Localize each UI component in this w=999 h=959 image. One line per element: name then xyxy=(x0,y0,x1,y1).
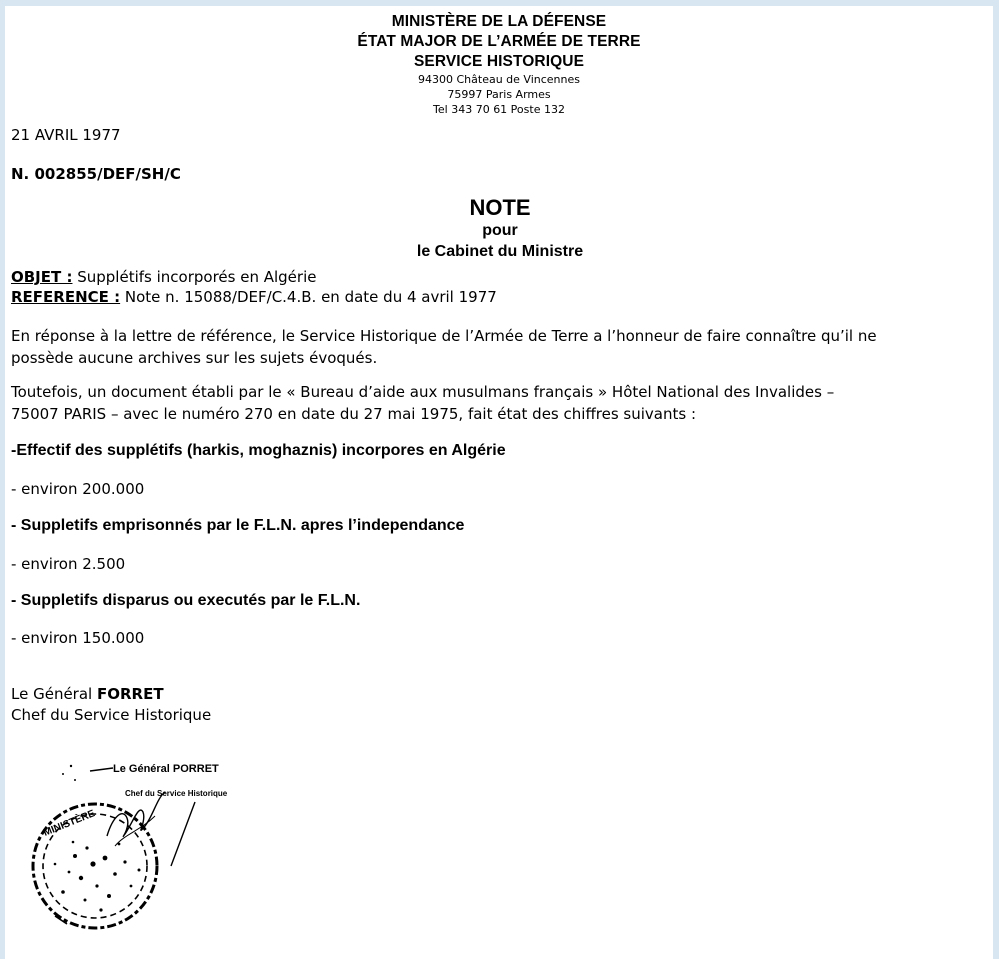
letterhead-service: SERVICE HISTORIQUE xyxy=(413,53,585,70)
letterhead-ministry: MINISTÈRE DE LA DÉFENSE xyxy=(391,13,607,30)
paragraph-response xyxy=(11,325,877,369)
paragraph-response-line-1: En réponse à la lettre de référence, le Service Historique de l’Armée de Terre a l’honneur de faire connaître qu’il ne xyxy=(11,327,877,345)
signature-block xyxy=(11,684,211,726)
official-stamp xyxy=(15,746,275,931)
note-subtitle-recipient: le Cabinet du Ministre xyxy=(416,243,584,260)
figure-value-emprisonnes: - environ 2.500 xyxy=(11,555,126,573)
document-reference-number: N. 002855/DEF/SH/C xyxy=(11,165,181,183)
letterhead-staff: ÉTAT MAJOR DE L’ARMÉE DE TERRE xyxy=(357,33,641,50)
figure-value-disparus: - environ 150.000 xyxy=(11,629,145,647)
figure-heading-disparus: - Suppletifs disparus ou executés par le F.L.N. xyxy=(11,592,361,609)
stamp-text-general: Le Général PORRET xyxy=(113,763,219,775)
title-block xyxy=(5,196,995,262)
letterhead-address-2: 75997 Paris Armes xyxy=(447,88,551,101)
paragraph-document-line-2: 75007 PARIS – avec le numéro 270 en date du 27 mai 1975, fait état des chiffres suivants : xyxy=(11,405,697,423)
document-date: 21 AVRIL 1977 xyxy=(11,126,121,144)
letterhead xyxy=(5,12,993,117)
paragraph-response-line-2: possède aucune archives sur les sujets évoqués. xyxy=(11,349,378,367)
signature-role: Chef du Service Historique xyxy=(11,706,212,724)
objet-line xyxy=(11,267,316,287)
stamp-ring-text: MINISTÈRE xyxy=(42,808,97,839)
figure-heading-emprisonnes: - Suppletifs emprisonnés par le F.L.N. apres l’independance xyxy=(11,517,465,534)
objet-value: Supplétifs incorporés en Algérie xyxy=(72,268,317,286)
note-subtitle-pour: pour xyxy=(482,222,518,239)
figure-heading-effectif: -Effectif des supplétifs (harkis, moghaznis) incorpores en Algérie xyxy=(11,442,506,459)
signature-prefix: Le Général xyxy=(11,685,97,703)
stamp-text-service: Chef du Service Historique xyxy=(125,789,228,798)
objet-label: OBJET : xyxy=(11,268,73,286)
letterhead-address-1: 94300 Château de Vincennes xyxy=(418,73,580,86)
reference-line xyxy=(11,287,497,307)
paragraph-document xyxy=(11,381,834,425)
signature-name: FORRET xyxy=(96,685,164,703)
figure-value-effectif: - environ 200.000 xyxy=(11,480,145,498)
paragraph-document-line-1: Toutefois, un document établi par le « Bureau d’aide aux musulmans français » Hôtel National des Invalides – xyxy=(11,383,835,401)
note-title: NOTE xyxy=(469,195,531,220)
signature-name-line xyxy=(11,684,211,705)
reference-label: REFERENCE : xyxy=(11,288,121,306)
letterhead-phone: Tel 343 70 61 Poste 132 xyxy=(433,103,565,116)
document-page xyxy=(5,6,993,959)
reference-value: Note n. 15088/DEF/C.4.B. en date du 4 avril 1977 xyxy=(120,288,497,306)
